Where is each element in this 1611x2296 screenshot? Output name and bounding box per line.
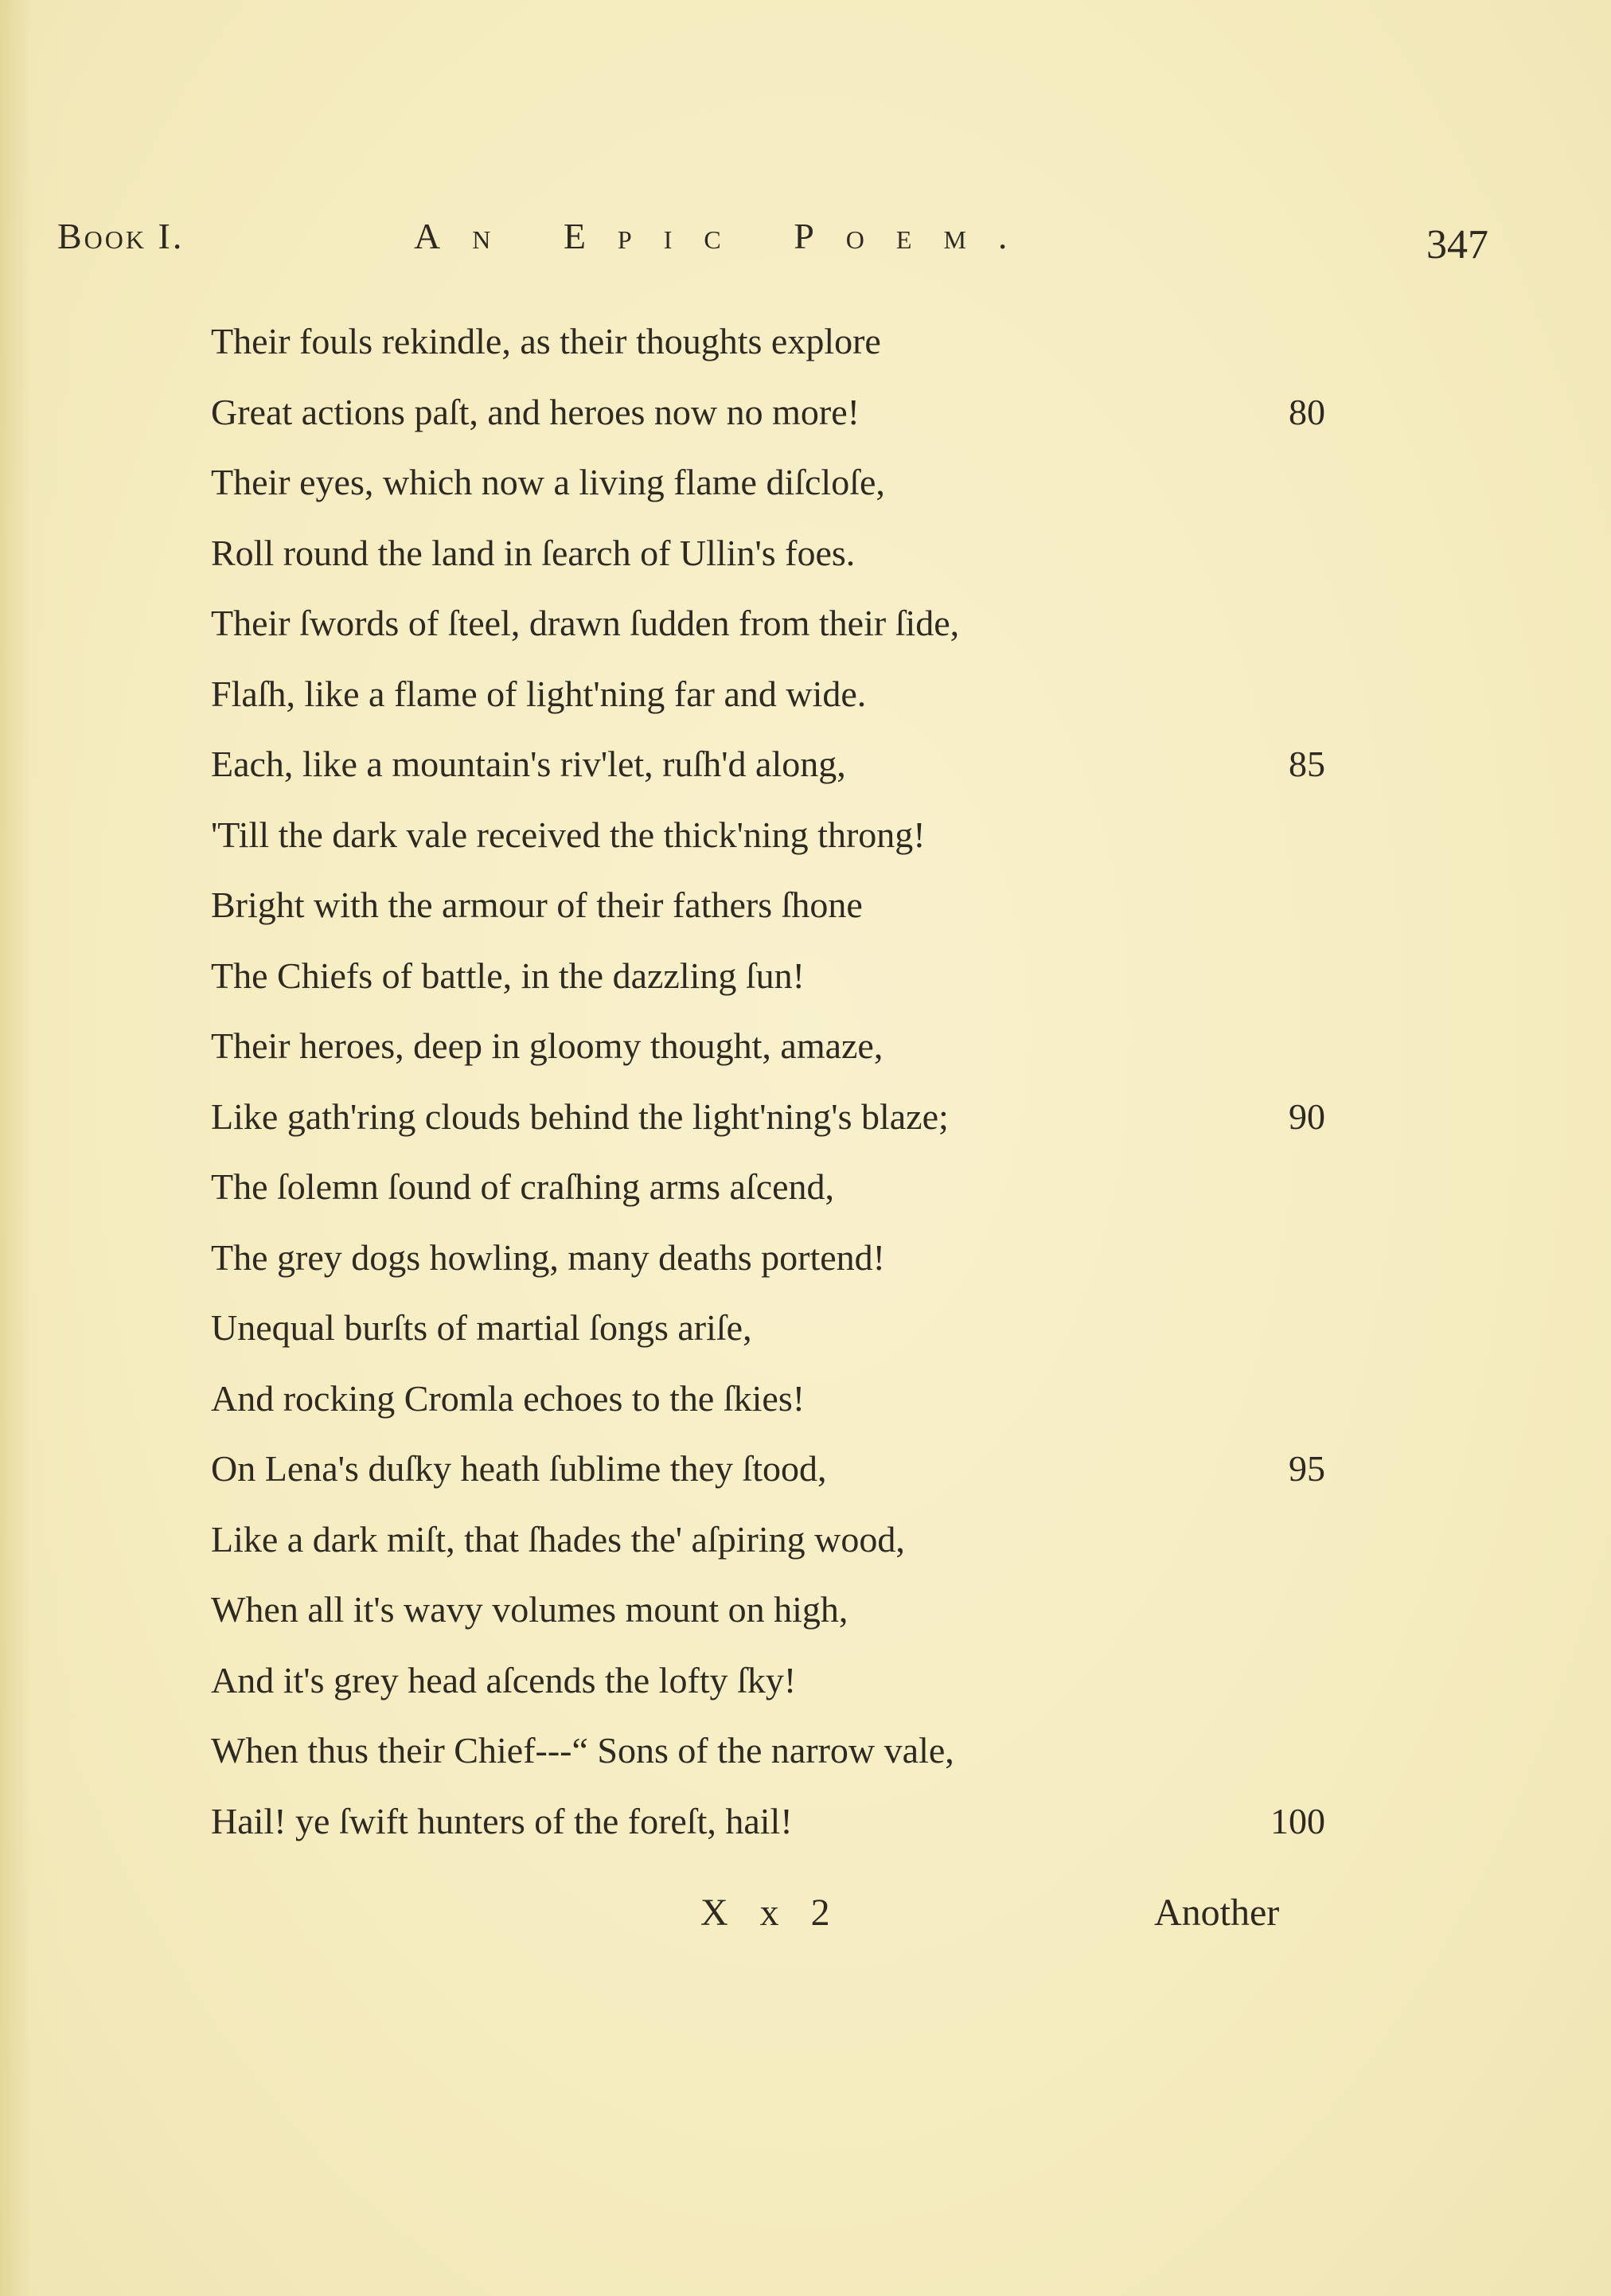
verse-line: [211, 1152, 1325, 1223]
verse-text: Their heroes, deep in gloomy thought, amaze,: [211, 1025, 884, 1066]
verse-text: And it's grey head aſcends the lofty ſky!: [211, 1659, 797, 1701]
verse-line: [211, 1505, 1325, 1576]
verse-line: [211, 1646, 1325, 1716]
verse-line: [211, 729, 1325, 800]
book-label: Book I.: [57, 216, 185, 256]
verse-line: [211, 941, 1325, 1012]
line-number: 85: [1289, 744, 1325, 784]
verse-line: [211, 518, 1325, 589]
verse-text: Unequal burſts of martial ſongs ariſe,: [211, 1307, 752, 1348]
verse-text: Flaſh, like a flame of light'ning far and wide.: [211, 673, 867, 714]
verse-line: [211, 1716, 1325, 1786]
verse-text: And rocking Cromla echoes to the ſkies!: [211, 1377, 806, 1419]
verse-line: [211, 307, 1325, 377]
poem-title: An Epic Poem.: [414, 216, 1040, 256]
page-number: 347: [1426, 222, 1488, 267]
verse-line: [211, 800, 1325, 871]
verse-text: Each, like a mountain's riv'let, ruſh'd along,: [211, 744, 846, 784]
verse-line: [211, 1575, 1325, 1646]
verse-text: Their fouls rekindle, as their thoughts explore: [211, 321, 881, 361]
verse-text: On Lena's duſky heath ſublime they ſtood,: [211, 1448, 827, 1489]
verse-line: [211, 1082, 1325, 1153]
line-number: 100: [1270, 1800, 1325, 1841]
verse-line: [211, 1364, 1325, 1435]
verse-line: [211, 1293, 1325, 1364]
line-number: 90: [1289, 1095, 1325, 1137]
verse-text: The Chiefs of battle, in the dazzling ſun!: [211, 955, 805, 996]
verse-text: Their ſwords of ſteel, drawn ſudden from their ſide,: [211, 603, 960, 643]
line-number: 95: [1289, 1448, 1325, 1489]
verse-text: Hail! ye ſwift hunters of the foreſt, hail!: [211, 1800, 793, 1841]
verse-line: [211, 1011, 1325, 1082]
verse-text: The ſolemn ſound of craſhing arms aſcend,: [211, 1166, 835, 1207]
verse-line: [211, 659, 1325, 730]
verse-text: Like a dark miſt, that ſhades the' aſpiring wood,: [211, 1518, 905, 1560]
running-head: [40, 215, 1488, 279]
verse-text: Like gath'ring clouds behind the light'ning's blaze;: [211, 1095, 949, 1137]
verse-text: When thus their Chief---“ Sons of the narrow vale,: [211, 1730, 954, 1771]
catchword: Another: [1154, 1892, 1280, 1934]
verse-line: [211, 588, 1325, 659]
verse-text: Bright with the armour of their fathers ſhone: [211, 884, 863, 925]
verse-text: Great actions paſt, and heroes now no more!: [211, 391, 860, 432]
verse-text: Their eyes, which now a living flame diſcloſe,: [211, 462, 885, 502]
verse-line: [211, 1434, 1325, 1505]
verse-line: [211, 1786, 1325, 1857]
verse-text: When all it's wavy volumes mount on high,: [211, 1589, 848, 1630]
verse-text: 'Till the dark vale received the thick'ning throng!: [211, 814, 926, 855]
line-number: 80: [1289, 391, 1325, 432]
page-footer: [0, 1891, 1611, 1947]
verse-line: [211, 447, 1325, 518]
verse-line: [211, 870, 1325, 941]
verse-text: The grey dogs howling, many deaths portend!: [211, 1236, 885, 1278]
verse-text: Roll round the land in ſearch of Ullin's foes.: [211, 532, 856, 573]
verse-line: [211, 1223, 1325, 1294]
verse-line: [211, 377, 1325, 448]
signature-mark: X x 2: [700, 1892, 841, 1934]
verse-block: [211, 307, 1325, 1857]
